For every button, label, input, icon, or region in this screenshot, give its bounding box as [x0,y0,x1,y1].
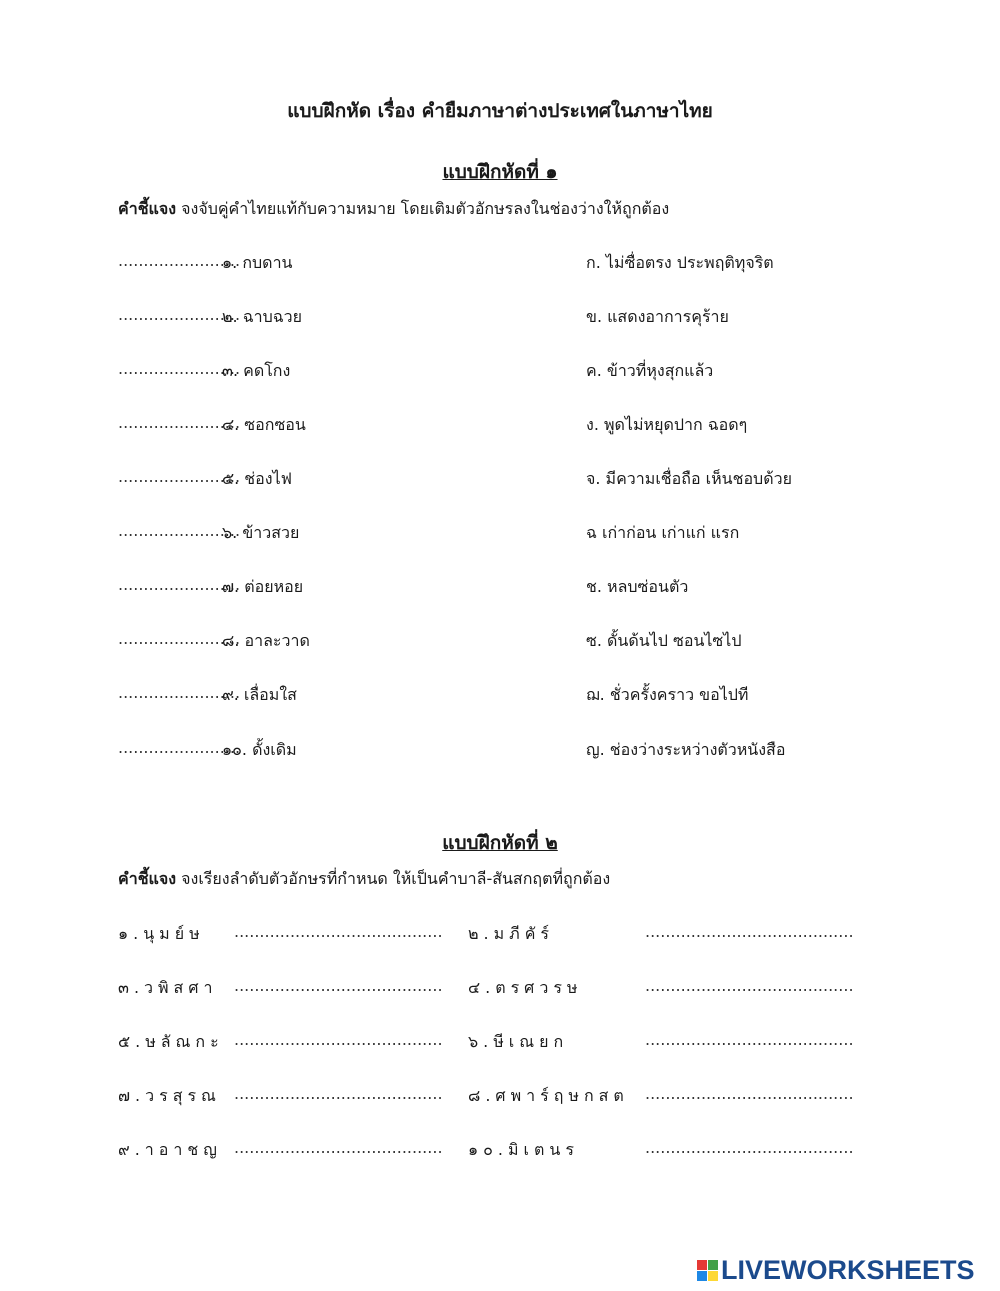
meaning-option: ช. หลบซ่อนตัว [586,577,689,596]
answer-blank[interactable]: ........................ [118,251,241,270]
answer-blank[interactable]: ......................................... [645,1030,854,1049]
exercise1-row [0,467,1000,497]
exercise2-row [0,922,1000,952]
question-word: ๑๐. ดั้งเดิม [222,740,297,759]
exercise1-row [0,359,1000,389]
answer-blank[interactable]: ........................ [118,305,241,324]
meaning-option: ฌ. ชั่วครั้งคราว ขอไปที [586,685,749,704]
answer-blank[interactable]: ........................ [118,683,241,702]
exercise1-row [0,683,1000,713]
question-word: ๒. ฉาบฉวย [222,307,303,326]
meaning-option: ค. ข้าวที่หุงสุกแล้ว [586,361,714,380]
exercise1-instruction [118,197,669,222]
answer-blank[interactable]: ........................ [118,413,241,432]
answer-blank[interactable]: ........................ [118,359,241,378]
answer-blank[interactable]: ........................ [118,629,241,648]
question-word: ๙. เลื่อมใส [222,685,297,704]
answer-blank[interactable]: ......................................... [234,1138,443,1157]
logo-block [708,1271,718,1281]
meaning-option: ซ. ดั้นด้นไป ซอนไซไป [586,631,742,650]
exercise1-row [0,521,1000,551]
answer-blank[interactable]: ......................................... [234,976,443,995]
exercise1-row [0,738,1000,768]
exercise1-row [0,305,1000,335]
answer-blank[interactable]: ......................................... [234,1084,443,1103]
meaning-option: ญ. ช่องว่างระหว่างตัวหนังสือ [586,740,786,759]
meaning-option: ง. พูดไม่หยุดปาก ฉอดๆ [586,415,748,434]
exercise2-instruction [118,867,610,892]
exercise1-heading: แบบฝึกหัดที่ ๑ [442,161,558,183]
answer-blank[interactable]: ........................ [118,575,241,594]
scrambled-word: ๗.วรสุรณ [118,1086,221,1105]
exercise1-row [0,413,1000,443]
scrambled-word: ๕.ษลัณกะ [118,1032,224,1051]
question-word: ๓. คดโกง [222,361,291,380]
liveworksheets-logo [697,1255,975,1285]
logo-block [697,1271,707,1281]
exercise2-row [0,1084,1000,1114]
question-word: ๗. ต่อยหอย [222,577,304,596]
answer-blank[interactable]: ......................................... [234,922,443,941]
scrambled-word: ๑๐.มิเตนร [468,1140,579,1159]
answer-blank[interactable]: ......................................... [645,1084,854,1103]
answer-blank[interactable]: ........................ [118,467,241,486]
scrambled-word: ๓.วพิสศา [118,978,218,997]
meaning-option: ฉ เก่าก่อน เก่าแก่ แรก [586,523,740,542]
exercise2-heading: แบบฝึกหัดที่ ๒ [442,832,558,854]
logo-blocks-icon [697,1260,718,1281]
answer-blank[interactable]: ......................................... [645,1138,854,1157]
logo-block [697,1260,707,1270]
exercise2-row [0,1030,1000,1060]
question-word: ๔. ซอกซอน [222,415,306,434]
worksheet-title: แบบฝึกหัด เรื่อง คำยืมภาษาต่างประเทศในภาษาไทย [287,100,713,122]
logo-text: LIVEWORKSHEETS [721,1255,975,1285]
meaning-option: ก. ไม่ซื่อตรง ประพฤติทุจริต [586,253,774,272]
exercise1-row [0,251,1000,281]
answer-blank[interactable]: ........................ [118,738,241,757]
scrambled-word: ๙.าอาชญ [118,1140,222,1159]
meaning-option: ข. แสดงอาการคุร้าย [586,307,729,326]
exercise2-instruction-text: จงเรียงลำดับตัวอักษรที่กำหนด ให้เป็นคำบาลี-สันสกฤตที่ถูกต้อง [176,869,611,888]
scrambled-word: ๔.ตรศวรษ [468,978,583,997]
exercise1-row [0,629,1000,659]
answer-blank[interactable]: ........................ [118,521,241,540]
scrambled-word: ๘.ศพาร์ฤษกสต [468,1086,629,1105]
logo-block [708,1260,718,1270]
scrambled-word: ๖.ษีเณยก [468,1032,569,1051]
question-word: ๕. ช่องไฟ [222,469,292,488]
answer-blank[interactable]: ......................................... [645,922,854,941]
exercise1-instruction-text: จงจับคู่คำไทยแท้กับความหมาย โดยเติมตัวอักษรลงในช่องว่างให้ถูกต้อง [176,199,670,218]
exercise2-row [0,976,1000,1006]
scrambled-word: ๑.นุมย์ษ [118,924,205,943]
question-word: ๑. กบดาน [222,253,293,272]
exercise1-row [0,575,1000,605]
meaning-option: จ. มีความเชื่อถือ เห็นชอบด้วย [586,469,792,488]
exercise2-instruction-label: คำชี้แจง [118,869,177,888]
answer-blank[interactable]: ......................................... [234,1030,443,1049]
exercise1-instruction-label: คำชี้แจง [118,199,177,218]
answer-blank[interactable]: ......................................... [645,976,854,995]
exercise2-row [0,1138,1000,1168]
question-word: ๖. ข้าวสวย [222,523,300,542]
question-word: ๘. อาละวาด [222,631,310,650]
scrambled-word: ๒.มภีคัร์ [468,924,555,943]
